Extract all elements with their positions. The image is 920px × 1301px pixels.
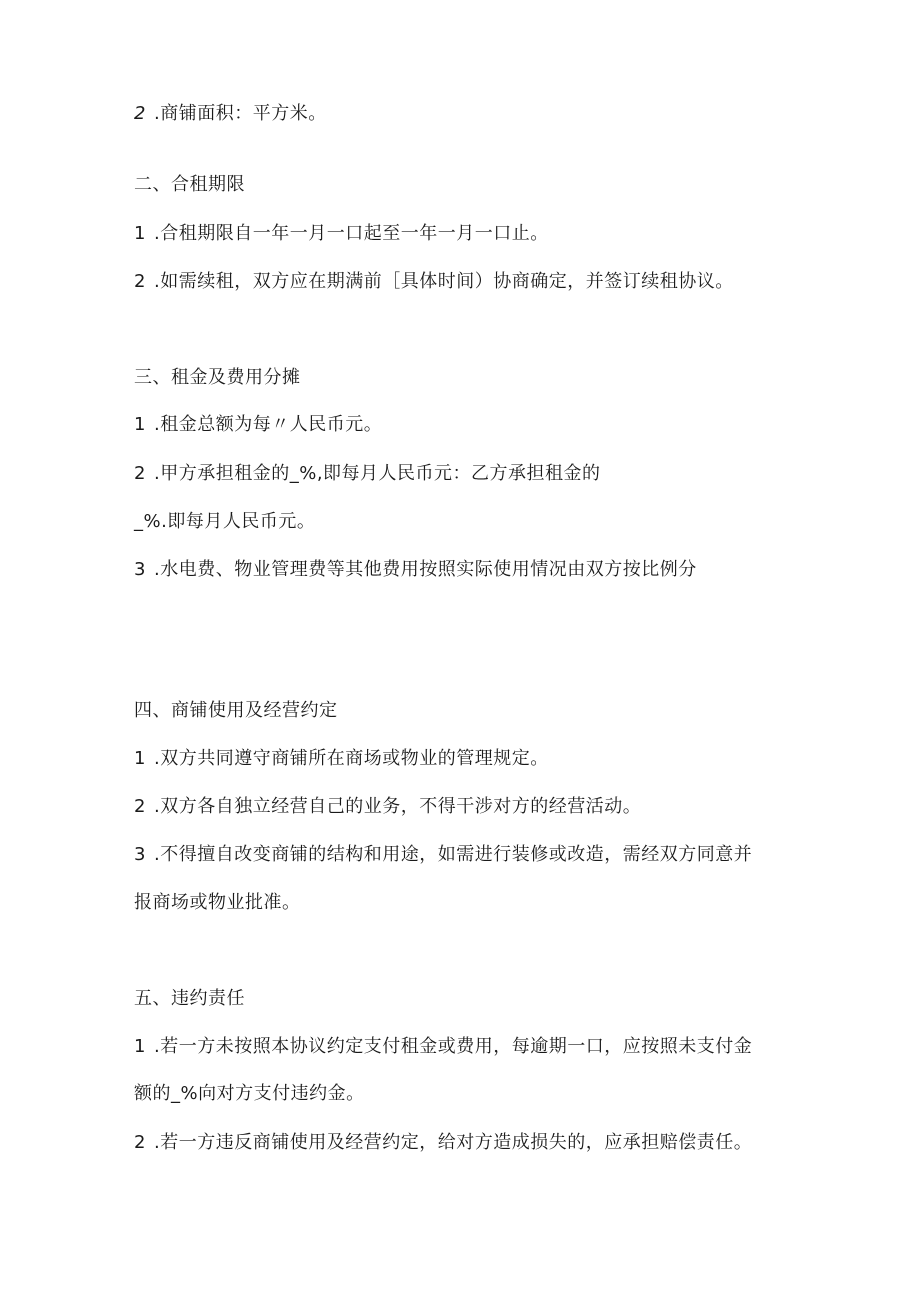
list-item [134, 795, 641, 819]
item-text: .不得擅自改变商铺的结构和用途，如需进行装修或改造，需经双方同意并 [154, 844, 753, 865]
item-text: .甲方承担租金的_%,即每月人民币元：乙方承担租金的 [154, 463, 601, 484]
list-item-continuation: _%.即每月人民币元。 [134, 511, 316, 532]
item-number: 1 [134, 1036, 146, 1057]
item-text: .双方共同遵守商铺所在商场或物业的管理规定。 [154, 748, 549, 769]
item-text: .若一方未按照本协议约定支付租金或费用，每逾期一口，应按照未支付金 [154, 1036, 753, 1057]
item-text: .商铺面积：平方米。 [154, 103, 327, 124]
item-number: 2 [134, 1132, 146, 1153]
section-heading: 二、合租期限 [134, 174, 245, 195]
list-item [134, 843, 752, 867]
item-number: 1 [134, 748, 146, 769]
section-heading: 三、租金及费用分摊 [134, 367, 301, 388]
item-number: 3 [134, 844, 146, 865]
list-item [134, 102, 327, 126]
list-item-continuation: 额的_%向对方支付违约金。 [134, 1083, 365, 1104]
item-number: 2 [134, 103, 146, 124]
item-number: 2 [134, 271, 146, 292]
list-item [134, 462, 601, 486]
list-item [134, 1131, 752, 1155]
item-number: 1 [134, 223, 146, 244]
list-item [134, 222, 549, 246]
item-text: .如需续租，双方应在期满前［具体时间）协商确定，并签订续租协议。 [154, 271, 734, 292]
item-text: .租金总额为每〃人民币元。 [154, 414, 383, 435]
section-heading: 四、商铺使用及经营约定 [134, 700, 338, 721]
list-item [134, 747, 549, 771]
list-item-continuation: 报商场或物业批准。 [134, 892, 301, 913]
item-text: .若一方违反商铺使用及经营约定，给对方造成损失的，应承担赔偿责任。 [154, 1132, 753, 1153]
item-number: 3 [134, 559, 146, 580]
item-number: 2 [134, 463, 146, 484]
item-text: .双方各自独立经营自己的业务，不得干涉对方的经营活动。 [154, 796, 642, 817]
section-heading: 五、违约责任 [134, 988, 245, 1009]
list-item [134, 270, 734, 294]
list-item [134, 558, 697, 582]
item-number: 1 [134, 414, 146, 435]
list-item [134, 1035, 752, 1059]
item-text: .水电费、物业管理费等其他费用按照实际使用情况由双方按比例分 [154, 559, 697, 580]
item-number: 2 [134, 796, 146, 817]
list-item [134, 413, 382, 437]
item-text: .合租期限自一年一月一口起至一年一月一口止。 [154, 223, 549, 244]
